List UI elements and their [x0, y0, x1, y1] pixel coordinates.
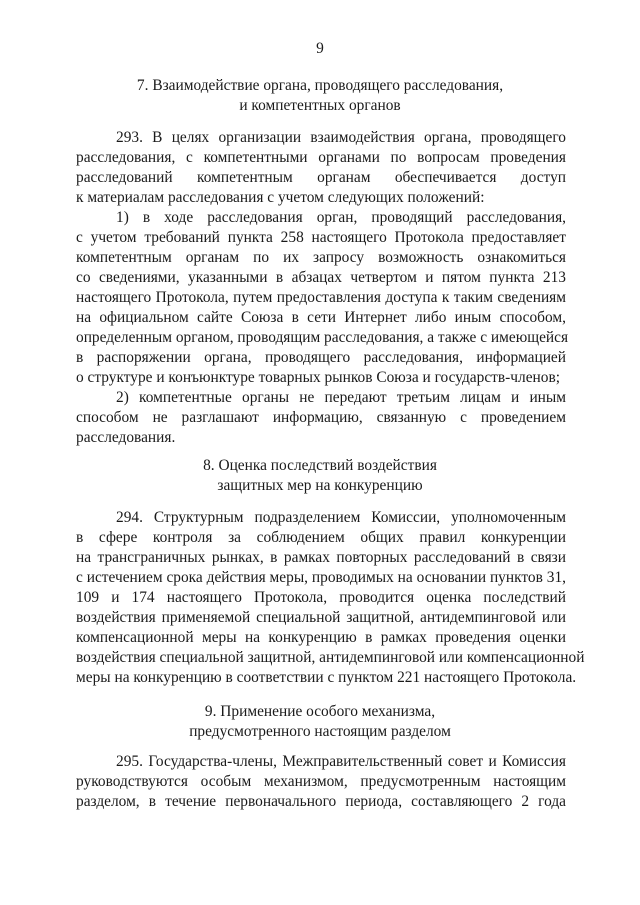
text-line: о структуре и конъюнктуре товарных рынков Союза и государств-членов; — [76, 369, 561, 386]
heading-line: 8. Оценка последствий воздействия — [203, 457, 437, 474]
text-line: с учетом требований пункта 258 настоящего Протокола предоставляет — [76, 229, 566, 246]
heading-line: предусмотренного настоящим разделом — [189, 723, 451, 740]
text-line: на официальном сайте Союза в сети Интернет либо иным способом, — [76, 309, 566, 326]
text-line: способом не разглашают информацию, связанную с проведением — [76, 409, 566, 426]
text-line: 109 и 174 настоящего Протокола, проводится оценка последствий — [76, 589, 566, 606]
heading-line: и компетентных органов — [239, 97, 401, 114]
paragraph-293 — [76, 128, 566, 208]
heading-line: 9. Применение особого механизма, — [204, 703, 436, 720]
text-line: 293. В целях организации взаимодействия органа, проводящего — [116, 129, 566, 146]
text-line: в распоряжении органа, проводящего расследования, информацией — [76, 349, 566, 366]
text-line: 294. Структурным подразделением Комиссии, уполномоченным — [116, 509, 566, 526]
text-line: компенсационной меры на конкуренцию в рамках проведения оценки — [76, 629, 566, 646]
text-line: воздействия применяемой специальной защитной, антидемпинговой или — [76, 609, 566, 626]
text-line: руководствуются особым механизмом, предусмотренным настоящим — [76, 773, 566, 790]
text-line: в сфере контроля за соблюдением общих правил конкуренции — [76, 529, 566, 546]
text-line: со сведениями, указанными в абзацах четвертом и пятом пункта 213 — [76, 269, 566, 286]
heading-line: защитных мер на конкуренцию — [217, 477, 423, 494]
text-line: с истечением срока действия меры, проводимых на основании пунктов 31, — [76, 569, 566, 586]
paragraph-293-item-2 — [76, 388, 566, 448]
section-heading-7 — [0, 76, 640, 116]
section-heading-8 — [0, 456, 640, 496]
text-line: 295. Государства-члены, Межправительственный совет и Комиссия — [116, 753, 566, 770]
text-line: расследований компетентным органам обеспечивается доступ — [76, 169, 566, 186]
text-line: воздействия специальной защитной, антидемпинговой или компенсационной — [76, 649, 585, 666]
text-line: компетентным органам по их запросу возможность ознакомиться — [76, 249, 566, 266]
heading-line: 7. Взаимодействие органа, проводящего расследования, — [136, 77, 504, 94]
text-line: определенным органом, проводящим расследования, а также с имеющейся — [76, 329, 569, 346]
text-line: 1) в ходе расследования орган, проводящий расследования, — [116, 209, 566, 226]
text-line: на трансграничных рынках, в рамках повторных расследований в связи — [76, 549, 566, 566]
text-line: к материалам расследования с учетом следующих положений: — [76, 189, 485, 206]
paragraph-295 — [76, 752, 566, 812]
text-line: меры на конкуренцию в соответствии с пунктом 221 настоящего Протокола. — [76, 669, 577, 686]
page-number: 9 — [316, 40, 324, 57]
paragraph-294 — [76, 508, 585, 688]
text-line: настоящего Протокола, путем предоставления доступа к таким сведениям — [76, 289, 566, 306]
text-line: разделом, в течение первоначального периода, составляющего 2 года — [76, 793, 566, 810]
text-line: расследования. — [76, 429, 176, 446]
text-line: расследования, с компетентными органами по вопросам проведения — [76, 149, 566, 166]
text-line: 2) компетентные органы не передают третьим лицам и иным — [116, 389, 566, 406]
paragraph-293-item-1 — [76, 208, 569, 388]
section-heading-9 — [0, 702, 640, 742]
